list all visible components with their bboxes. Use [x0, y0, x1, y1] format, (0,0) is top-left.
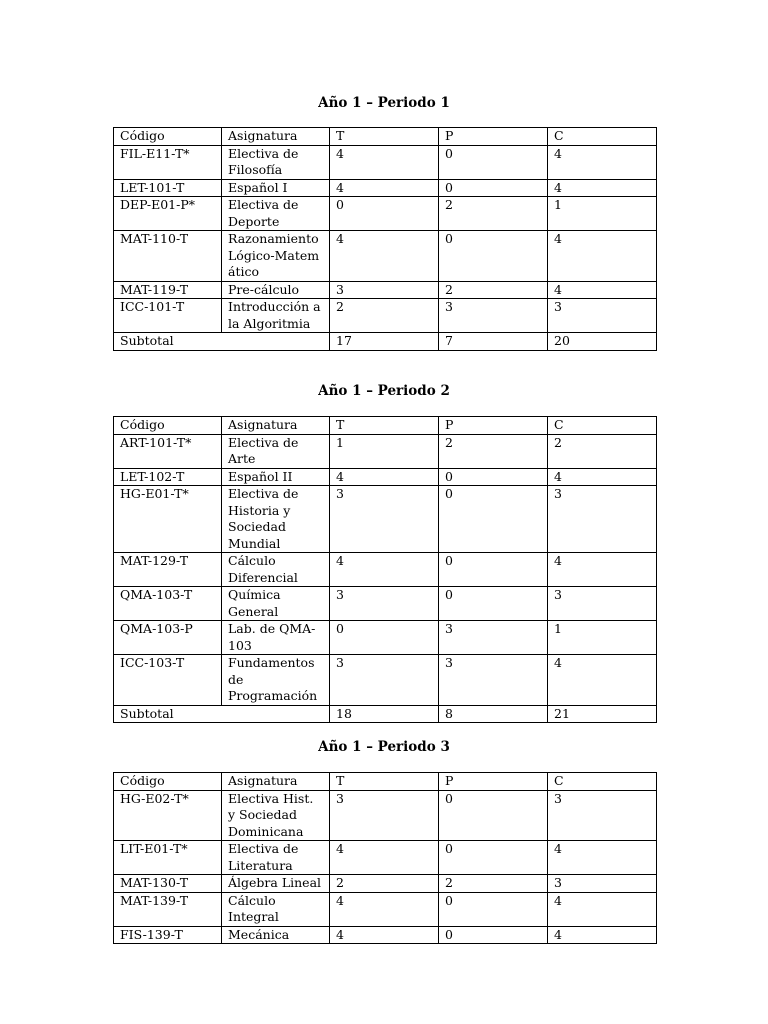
p-cell: 0	[439, 790, 548, 841]
code-cell: MAT-119-T	[114, 281, 222, 299]
course-table-periodo-2	[113, 416, 657, 723]
header-cell: P	[439, 417, 548, 435]
subject-cell: Lab. de QMA-103	[222, 621, 330, 655]
p-cell: 0	[439, 841, 548, 875]
subtotal-row	[114, 705, 657, 723]
code-cell: HG-E01-T*	[114, 486, 222, 553]
c-cell: 1	[548, 621, 657, 655]
table-row	[114, 621, 657, 655]
t-cell: 3	[330, 281, 439, 299]
code-cell: MAT-139-T	[114, 892, 222, 926]
subtotal-t: 18	[330, 705, 439, 723]
section-title-periodo-3: Año 1 – Periodo 3	[318, 739, 450, 755]
t-cell: 4	[330, 231, 439, 282]
c-cell: 4	[548, 231, 657, 282]
table-header-row	[114, 128, 657, 146]
subject-cell: Electiva de Filosofía	[222, 145, 330, 179]
p-cell: 2	[439, 281, 548, 299]
section-title-periodo-1: Año 1 – Periodo 1	[318, 95, 450, 111]
c-cell: 3	[548, 875, 657, 893]
code-cell: LET-101-T	[114, 179, 222, 197]
table-row	[114, 197, 657, 231]
subject-cell: Álgebra Lineal	[222, 875, 330, 893]
p-cell: 0	[439, 587, 548, 621]
header-cell: Código	[114, 773, 222, 791]
t-cell: 3	[330, 587, 439, 621]
subtotal-c: 21	[548, 705, 657, 723]
subject-cell: Razonamiento Lógico-Matemático	[222, 231, 330, 282]
c-cell: 1	[548, 197, 657, 231]
c-cell: 4	[548, 179, 657, 197]
subject-cell: Español I	[222, 179, 330, 197]
table-row	[114, 231, 657, 282]
header-cell: T	[330, 128, 439, 146]
section-title-periodo-2: Año 1 – Periodo 2	[318, 383, 450, 399]
table-row	[114, 875, 657, 893]
header-cell: Asignatura	[222, 128, 330, 146]
p-cell: 0	[439, 145, 548, 179]
c-cell: 4	[548, 841, 657, 875]
c-cell: 4	[548, 145, 657, 179]
table-row	[114, 587, 657, 621]
table-row	[114, 655, 657, 706]
t-cell: 0	[330, 197, 439, 231]
table-row	[114, 468, 657, 486]
subtotal-c: 20	[548, 333, 657, 351]
t-cell: 4	[330, 892, 439, 926]
code-cell: QMA-103-P	[114, 621, 222, 655]
code-cell: MAT-129-T	[114, 553, 222, 587]
t-cell: 3	[330, 655, 439, 706]
code-cell: LET-102-T	[114, 468, 222, 486]
subject-cell: Cálculo Integral	[222, 892, 330, 926]
p-cell: 0	[439, 926, 548, 944]
p-cell: 2	[439, 197, 548, 231]
c-cell: 4	[548, 468, 657, 486]
code-cell: QMA-103-T	[114, 587, 222, 621]
p-cell: 0	[439, 486, 548, 553]
t-cell: 2	[330, 875, 439, 893]
header-cell: P	[439, 773, 548, 791]
table-row	[114, 892, 657, 926]
header-cell: Asignatura	[222, 417, 330, 435]
subtotal-label: Subtotal	[114, 333, 330, 351]
header-cell: T	[330, 417, 439, 435]
table-header-row	[114, 773, 657, 791]
code-cell: FIL-E11-T*	[114, 145, 222, 179]
p-cell: 0	[439, 468, 548, 486]
subject-cell: Pre-cálculo	[222, 281, 330, 299]
subject-cell: Electiva de Arte	[222, 434, 330, 468]
c-cell: 4	[548, 655, 657, 706]
header-cell: Código	[114, 417, 222, 435]
p-cell: 0	[439, 892, 548, 926]
code-cell: DEP-E01-P*	[114, 197, 222, 231]
p-cell: 2	[439, 875, 548, 893]
t-cell: 4	[330, 841, 439, 875]
course-table-periodo-1	[113, 127, 657, 351]
c-cell: 3	[548, 587, 657, 621]
c-cell: 2	[548, 434, 657, 468]
header-cell: T	[330, 773, 439, 791]
t-cell: 1	[330, 434, 439, 468]
subject-cell: Introducción a la Algoritmia	[222, 299, 330, 333]
table-header-row	[114, 417, 657, 435]
p-cell: 3	[439, 621, 548, 655]
code-cell: MAT-130-T	[114, 875, 222, 893]
code-cell: MAT-110-T	[114, 231, 222, 282]
subject-cell: Electiva de Literatura	[222, 841, 330, 875]
code-cell: FIS-139-T	[114, 926, 222, 944]
code-cell: ICC-103-T	[114, 655, 222, 706]
p-cell: 0	[439, 231, 548, 282]
header-cell: P	[439, 128, 548, 146]
header-cell: C	[548, 128, 657, 146]
subtotal-p: 7	[439, 333, 548, 351]
subject-cell: Electiva Hist. y Sociedad Dominicana	[222, 790, 330, 841]
t-cell: 4	[330, 145, 439, 179]
table-row	[114, 790, 657, 841]
subject-cell: Español II	[222, 468, 330, 486]
code-cell: HG-E02-T*	[114, 790, 222, 841]
subtotal-t: 17	[330, 333, 439, 351]
table-row	[114, 926, 657, 944]
c-cell: 3	[548, 299, 657, 333]
code-cell: LIT-E01-T*	[114, 841, 222, 875]
c-cell: 4	[548, 926, 657, 944]
header-cell: Código	[114, 128, 222, 146]
subtotal-p: 8	[439, 705, 548, 723]
code-cell: ART-101-T*	[114, 434, 222, 468]
p-cell: 0	[439, 179, 548, 197]
code-cell: ICC-101-T	[114, 299, 222, 333]
t-cell: 3	[330, 790, 439, 841]
subject-cell: Fundamentos de Programación	[222, 655, 330, 706]
p-cell: 0	[439, 553, 548, 587]
t-cell: 2	[330, 299, 439, 333]
c-cell: 3	[548, 486, 657, 553]
c-cell: 4	[548, 281, 657, 299]
c-cell: 4	[548, 553, 657, 587]
subtotal-label: Subtotal	[114, 705, 330, 723]
subject-cell: Cálculo Diferencial	[222, 553, 330, 587]
table-row	[114, 299, 657, 333]
table-row	[114, 841, 657, 875]
p-cell: 3	[439, 655, 548, 706]
t-cell: 4	[330, 553, 439, 587]
table-row	[114, 486, 657, 553]
t-cell: 3	[330, 486, 439, 553]
course-table-periodo-3	[113, 772, 657, 944]
t-cell: 0	[330, 621, 439, 655]
table-row	[114, 434, 657, 468]
t-cell: 4	[330, 179, 439, 197]
table-row	[114, 179, 657, 197]
table-row	[114, 553, 657, 587]
table-row	[114, 145, 657, 179]
header-cell: C	[548, 773, 657, 791]
subject-cell: Mecánica	[222, 926, 330, 944]
p-cell: 2	[439, 434, 548, 468]
subject-cell: Química General	[222, 587, 330, 621]
t-cell: 4	[330, 926, 439, 944]
header-cell: C	[548, 417, 657, 435]
header-cell: Asignatura	[222, 773, 330, 791]
c-cell: 4	[548, 892, 657, 926]
t-cell: 4	[330, 468, 439, 486]
c-cell: 3	[548, 790, 657, 841]
subject-cell: Electiva de Historia y Sociedad Mundial	[222, 486, 330, 553]
p-cell: 3	[439, 299, 548, 333]
table-row	[114, 281, 657, 299]
subtotal-row	[114, 333, 657, 351]
subject-cell: Electiva de Deporte	[222, 197, 330, 231]
